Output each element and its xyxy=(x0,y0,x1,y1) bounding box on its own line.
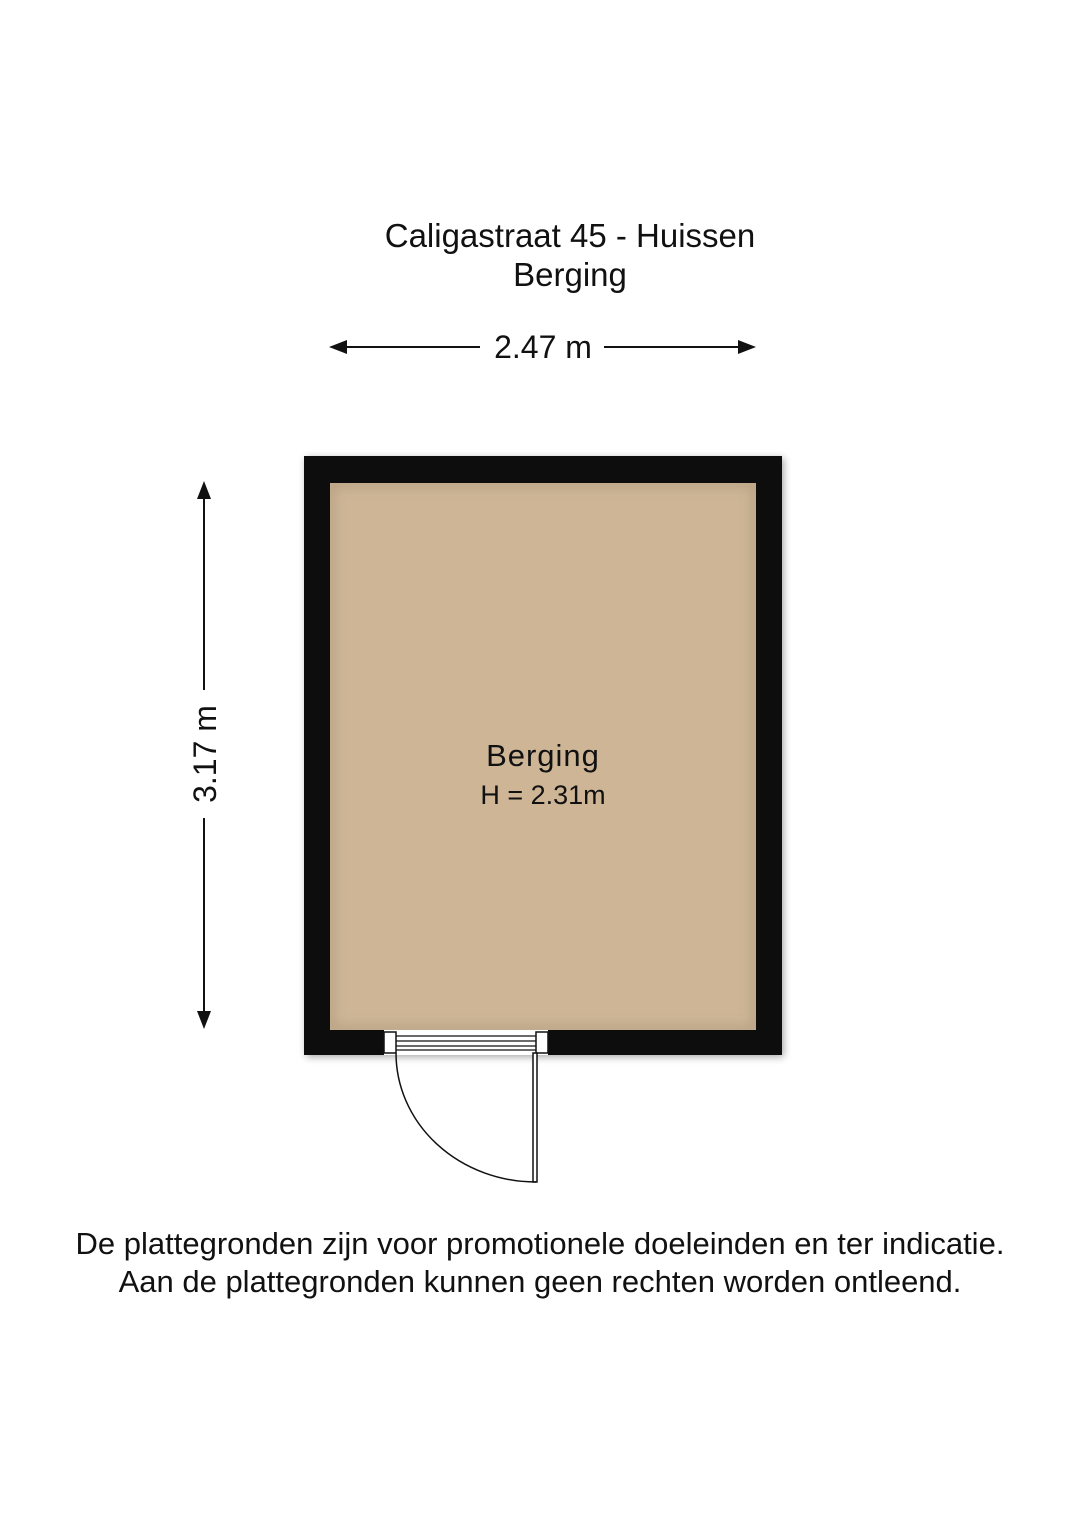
floor-title: Berging xyxy=(513,256,627,293)
arrow-down-icon xyxy=(197,1011,211,1029)
depth-dimension xyxy=(187,481,223,1029)
disclaimer-line-2: Aan de plattegronden kunnen geen rechten worden ontleend. xyxy=(118,1264,962,1299)
door-jamb-right xyxy=(536,1032,548,1053)
arrow-right-icon xyxy=(738,340,756,354)
disclaimer xyxy=(0,1225,1080,1301)
width-label: 2.47 m xyxy=(494,329,592,365)
arrow-left-icon xyxy=(329,340,347,354)
width-dimension xyxy=(329,329,756,365)
depth-label: 3.17 m xyxy=(187,705,223,803)
disclaimer-line-1: De plattegronden zijn voor promotionele doeleinden en ter indicatie. xyxy=(75,1226,1005,1261)
door-swing-arc xyxy=(396,1053,536,1182)
door-leaf xyxy=(533,1053,537,1182)
room-height: H = 2.31m xyxy=(480,780,606,810)
door-jamb-left xyxy=(384,1032,396,1053)
address-title: Caligastraat 45 - Huissen xyxy=(384,217,756,254)
door-opening xyxy=(384,1030,548,1055)
arrow-up-icon xyxy=(197,481,211,499)
room-name: Berging xyxy=(486,738,600,773)
door xyxy=(384,1030,548,1182)
